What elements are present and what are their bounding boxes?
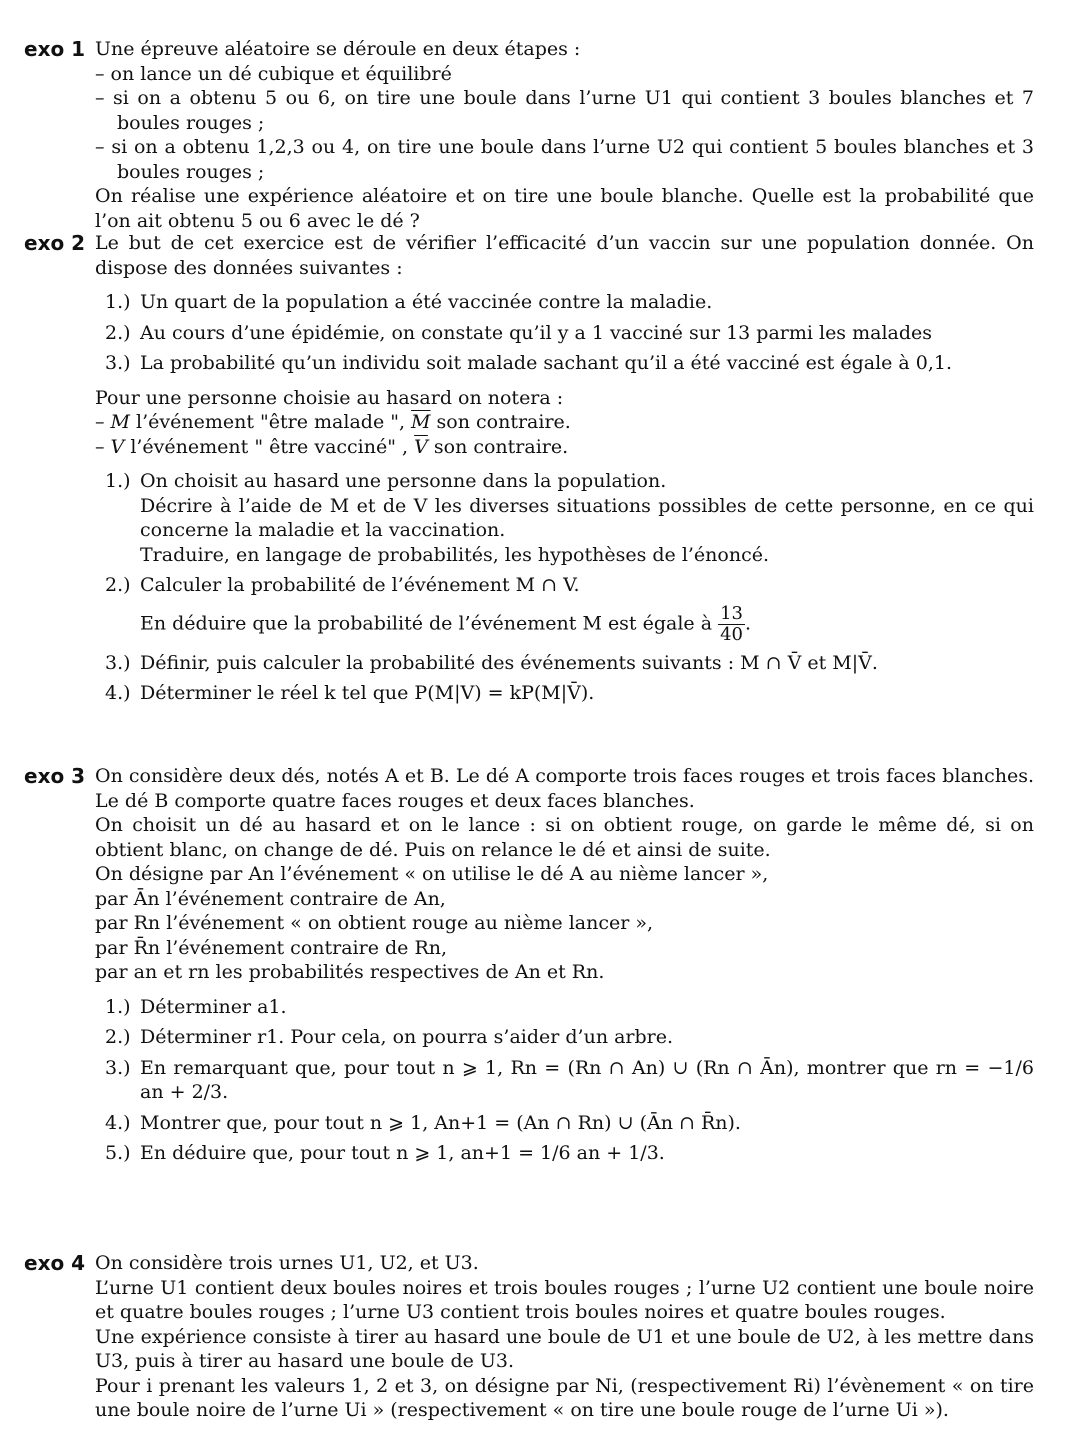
- exercise-2-data-list: [95, 290, 1034, 376]
- list-item: 3.) La probabilité qu’un individu soit malade sachant qu’il a été vacciné est égale à 0,1.: [105, 352, 953, 374]
- exercise-1-intro: Une épreuve aléatoire se déroule en deux étapes :: [95, 38, 581, 60]
- exercise-2-data-1: Un quart de la population a été vaccinée contre la maladie.: [140, 291, 713, 313]
- list-item: 1.) On choisit au hasard une personne dans la population. Décrire à l’aide de M et de V les diverses situations possibles de cette personne, en ce qui concerne la maladie et la vaccination. Traduire, en langage de probabilités, les hypothèses de l’énoncé.: [105, 470, 1034, 566]
- exercise-4-line: On considère trois urnes U1, U2, et U3.: [95, 1252, 479, 1274]
- exercise-1: [24, 37, 1034, 233]
- exercise-4-line: L’urne U1 contient deux boules noires et trois boules rouges ; l’urne U2 contient une boule noire et quatre boules rouges ; l’urne U3 contient trois boules noires et quatre boules rouges.: [95, 1276, 1034, 1323]
- fraction-13-40: $\frac{13}{40}$: [720, 602, 743, 645]
- list-item: 4.) Montrer que, pour tout n ⩾ 1, An+1 = (An ∩ Rn) ∪ (Ān ∩ R̄n).: [105, 1111, 741, 1134]
- exercise-2-q1-line1: On choisit au hasard une personne dans la population.: [140, 470, 667, 492]
- exercise-3-line: par Rn l’événement « on obtient rouge au nième lancer »,: [95, 912, 654, 934]
- exercise-1-label: exo 1: [24, 37, 86, 61]
- exercise-3-q2: Déterminer r1. Pour cela, on pourra s’aider d’un arbre.: [140, 1026, 674, 1048]
- exercise-1-bullet: – on lance un dé cubique et équilibré: [95, 62, 1034, 87]
- exercise-1-bullet: – si on a obtenu 1,2,3 ou 4, on tire une boule dans l’urne U2 qui contient 5 boules blanches et 3 boules rouges ;: [95, 135, 1034, 184]
- exercise-2-q3: Définir, puis calculer la probabilité des événements suivants : M ∩ V̄ et M|V̄.: [140, 651, 878, 674]
- list-item: 5.) En déduire que, pour tout n ⩾ 1, an+1 = 1/6 an + 1/3.: [105, 1142, 665, 1164]
- exercise-3-line: par R̄n l’événement contraire de Rn,: [95, 936, 448, 959]
- list-item: 1.) Un quart de la population a été vaccinée contre la maladie.: [105, 291, 713, 313]
- exercise-3-line: par Ān l’événement contraire de An,: [95, 887, 446, 910]
- exercise-3-line: On choisit un dé au hasard et on le lance : si on obtient rouge, on garde le même dé, si on obtient blanc, on change de dé. Puis on relance le dé et ainsi de suite.: [95, 814, 1034, 861]
- exercise-3-label: exo 3: [24, 764, 86, 788]
- list-item: 1.) Déterminer a1.: [105, 995, 287, 1018]
- exercise-2-q2-line2: En déduire que la probabilité de l’événement M est égale à: [140, 612, 713, 634]
- list-item: 2.) Calculer la probabilité de l’événement M ∩ V. En déduire que la probabilité de l’événement M est égale à $\frac{13}{40}$ .: [105, 574, 752, 645]
- exercise-2-notation-intro: Pour une personne choisie au hasard on notera :: [95, 386, 564, 409]
- exercise-2-questions: [95, 469, 1034, 706]
- exercise-2-notation-v: – V l’événement " être vacciné" , $\overline{V}$ son contraire.: [95, 435, 1034, 460]
- exercise-3: [24, 764, 1034, 1176]
- exercise-1-question: On réalise une expérience aléatoire et on tire une boule blanche. Quelle est la probabilité que l’on ait obtenu 5 ou 6 avec le dé ?: [95, 185, 1034, 232]
- exercise-4-line: Une expérience consiste à tirer au hasard une boule de U1 et une boule de U2, à les mettre dans U3, puis à tirer au hasard une boule de U3.: [95, 1325, 1034, 1372]
- exercise-2-q2-line1: Calculer la probabilité de l’événement M ∩ V.: [140, 574, 580, 596]
- list-item: 2.) Au cours d’une épidémie, on constate qu’il y a 1 vacciné sur 13 parmi les malades: [105, 321, 933, 344]
- list-item: 2.) Déterminer r1. Pour cela, on pourra s’aider d’un arbre.: [105, 1026, 674, 1048]
- exercise-3-line: On désigne par An l’événement « on utilise le dé A au nième lancer »,: [95, 863, 769, 885]
- exercise-4-label: exo 4: [24, 1251, 86, 1275]
- exercise-3-questions: [95, 995, 1034, 1166]
- exercise-2-notation-m: – M l’événement "être malade ", $\overline{M}$ son contraire.: [95, 410, 1034, 435]
- exercise-2-data-2: Au cours d’une épidémie, on constate qu’il y a 1 vacciné sur 13 parmi les malades: [140, 321, 933, 344]
- exercise-2-q1-line2: Décrire à l’aide de M et de V les diverses situations possibles de cette personne, en ce qui concerne la maladie et la vaccination.: [140, 494, 1034, 541]
- exercise-4: [24, 1251, 1034, 1423]
- exercise-3-q5: En déduire que, pour tout n ⩾ 1, an+1 = 1/6 an + 1/3.: [140, 1142, 665, 1164]
- exercise-3-q1: Déterminer a1.: [140, 995, 287, 1018]
- exercise-3-q4: Montrer que, pour tout n ⩾ 1, An+1 = (An ∩ Rn) ∪ (Ān ∩ R̄n).: [140, 1111, 741, 1134]
- exercise-2-q1-line3: Traduire, en langage de probabilités, les hypothèses de l’énoncé.: [140, 543, 770, 566]
- exercise-1-bullet: – si on a obtenu 5 ou 6, on tire une boule dans l’urne U1 qui contient 3 boules blanches et 7 boules rouges ;: [95, 86, 1034, 135]
- exercise-2-data-3: La probabilité qu’un individu soit malade sachant qu’il a été vacciné est égale à 0,1.: [140, 352, 953, 374]
- exercise-3-q3: En remarquant que, pour tout n ⩾ 1, Rn = (Rn ∩ An) ∪ (Rn ∩ Ān), montrer que rn = −1/6 an + 2/3.: [140, 1056, 1034, 1103]
- list-item: 3.) Définir, puis calculer la probabilité des événements suivants : M ∩ V̄ et M|V̄.: [105, 651, 878, 674]
- exercise-2-q4: Déterminer le réel k tel que P(M|V) = kP(M|V̄).: [140, 682, 595, 704]
- exercise-2: [24, 231, 1034, 716]
- exercise-2-label: exo 2: [24, 231, 86, 255]
- exercise-4-line: Pour i prenant les valeurs 1, 2 et 3, on désigne par Ni, (respectivement Ri) l’évènement « on tire une boule noire de l’urne Ui » (respectivement « on tire une boule rouge de l’urne Ui »).: [95, 1374, 1034, 1421]
- list-item: 3.) En remarquant que, pour tout n ⩾ 1, Rn = (Rn ∩ An) ∪ (Rn ∩ Ān), montrer que rn = −1/6 an + 2/3.: [105, 1056, 1034, 1103]
- exercise-3-line: par an et rn les probabilités respectives de An et Rn.: [95, 961, 605, 983]
- list-item: 4.) Déterminer le réel k tel que P(M|V) = kP(M|V̄).: [105, 682, 595, 704]
- exercise-2-intro: Le but de cet exercice est de vérifier l’efficacité d’un vaccin sur une population donnée. On dispose des données suivantes :: [95, 232, 1034, 279]
- exercise-3-line: On considère deux dés, notés A et B. Le dé A comporte trois faces rouges et trois faces blanches. Le dé B comporte quatre faces rouges et deux faces blanches.: [95, 765, 1034, 812]
